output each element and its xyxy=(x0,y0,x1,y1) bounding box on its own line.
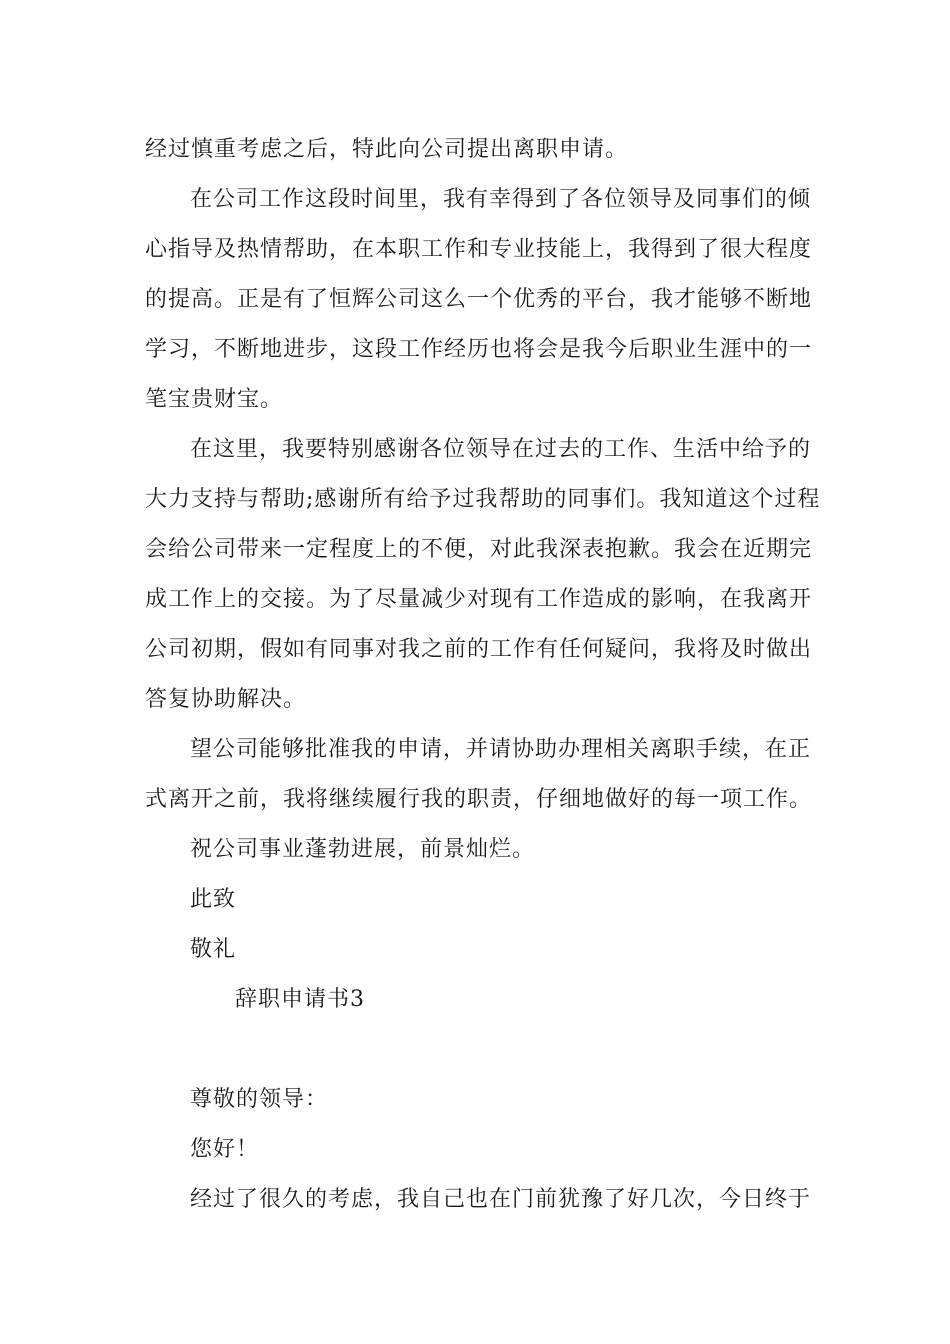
text-line: 在这里，我要特别感谢各位领导在过去的工作、生活中给予的 xyxy=(190,437,812,462)
text-line: 经过了很久的考虑，我自己也在门前犹豫了好几次，今日终于 xyxy=(190,1187,812,1212)
text-line: 经过慎重考虑之后，特此向公司提出离职申请。 xyxy=(145,137,629,162)
text-line: 的提高。正是有了恒辉公司这么一个优秀的平台，我才能够不断地 xyxy=(145,287,813,312)
text-line: 大力支持与帮助;感谢所有给予过我帮助的同事们。我知道这个过程 xyxy=(145,487,821,512)
text-line: 学习，不断地进步，这段工作经历也将会是我今后职业生涯中的一 xyxy=(145,337,813,362)
closing-line: 此致 xyxy=(190,887,237,912)
section-title: 辞职申请书3 xyxy=(235,987,365,1012)
text-line: 会给公司带来一定程度上的不便，对此我深表抱歉。我会在近期完 xyxy=(145,537,813,562)
greeting: 您好！ xyxy=(190,1137,260,1162)
text-line: 成工作上的交接。为了尽量减少对现有工作造成的影响，在我离开 xyxy=(145,587,813,612)
text-line: 祝公司事业蓬勃进展，前景灿烂。 xyxy=(190,837,536,862)
salutation: 尊敬的领导： xyxy=(190,1087,329,1112)
text-line: 公司初期，假如有同事对我之前的工作有任何疑问，我将及时做出 xyxy=(145,637,813,662)
text-line: 笔宝贵财宝。 xyxy=(145,387,284,412)
text-line: 答复协助解决。 xyxy=(145,687,307,712)
closing-line: 敬礼 xyxy=(190,937,237,962)
text-line: 在公司工作这段时间里，我有幸得到了各位领导及同事们的倾 xyxy=(190,187,812,212)
text-line: 式离开之前，我将继续履行我的职责，仔细地做好的每一项工作。 xyxy=(145,787,813,812)
text-line: 心指导及热情帮助，在本职工作和专业技能上，我得到了很大程度 xyxy=(145,237,813,262)
text-line: 望公司能够批准我的申请，并请协助办理相关离职手续，在正 xyxy=(190,737,812,762)
